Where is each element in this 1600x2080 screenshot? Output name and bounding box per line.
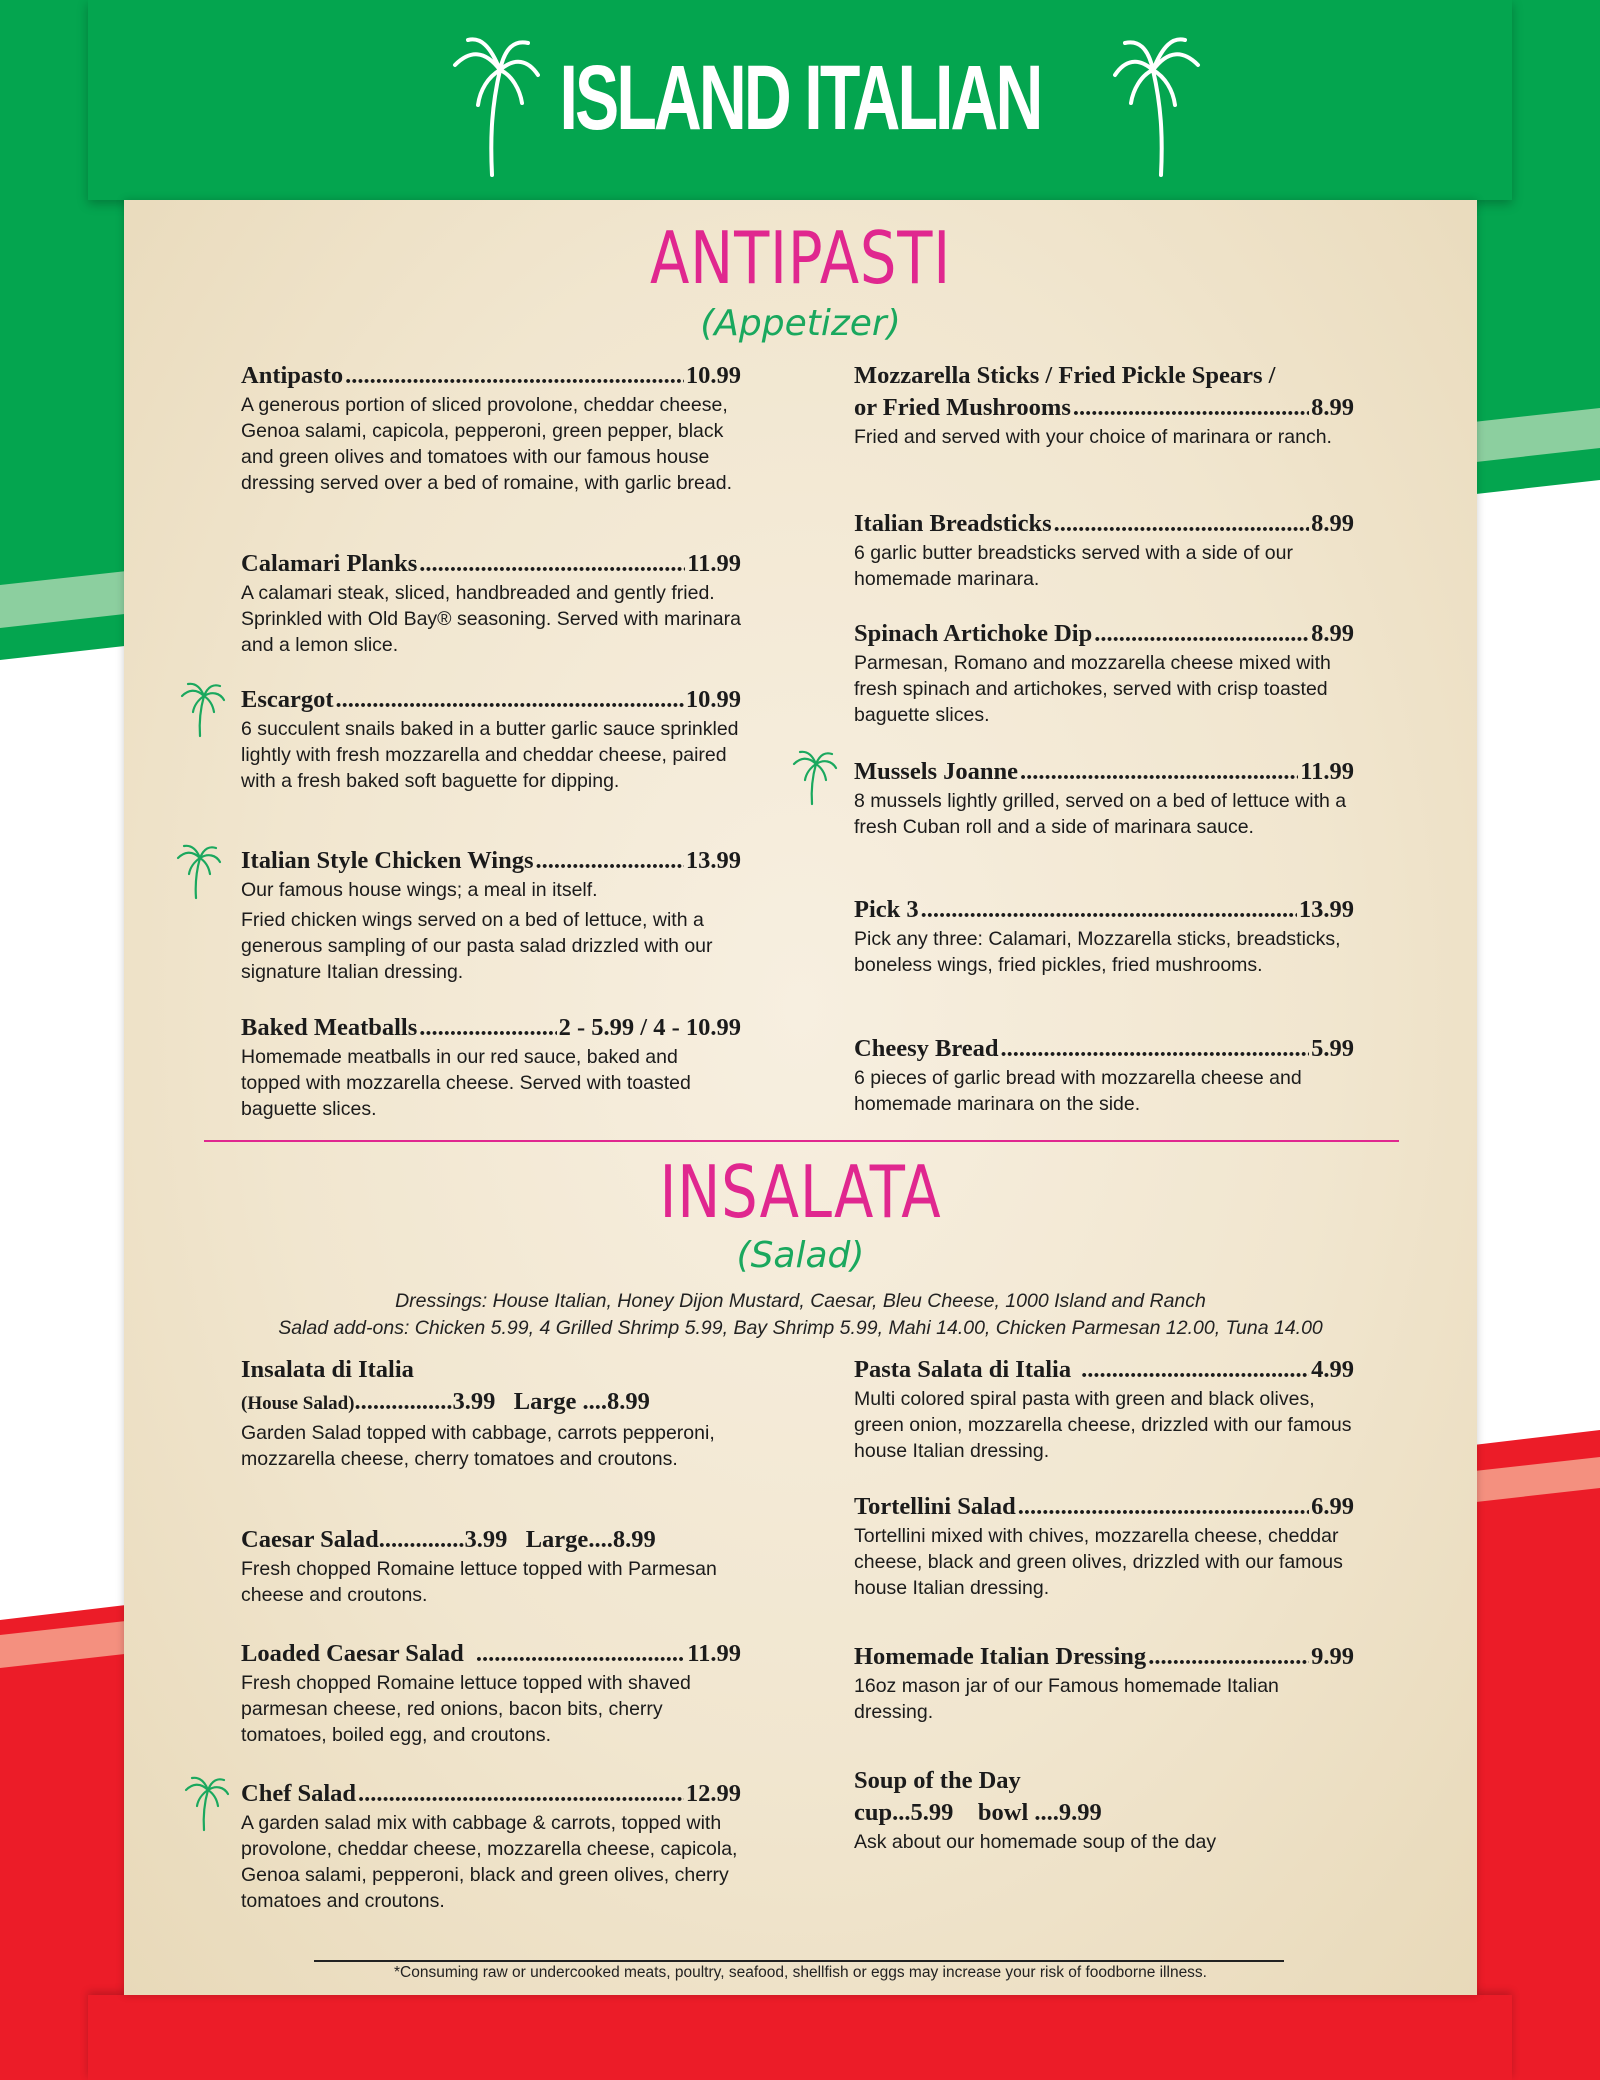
item-name: Soup of the Day [854,1767,1021,1794]
item-name: Caesar Salad [241,1526,379,1553]
menu-item [854,756,1354,840]
item-name: Insalata di Italia [241,1356,414,1383]
item-price-large: 8.99 [612,1526,656,1553]
palm-tree-icon [176,844,222,900]
item-name: Spinach Artichoke Dip [854,620,1093,647]
item-name: Pasta Salata di Italia [854,1356,1072,1383]
menu-item [241,548,741,658]
item-description: Ask about our homemade soup of the day [854,1831,1217,1853]
menu-item [241,1778,741,1914]
item-name: Pick 3 [854,896,919,923]
item-name: Antipasto [241,362,344,389]
item-price: 2 - 5.99 / 4 - 10.99 [558,1014,741,1041]
palm-tree-icon [180,682,226,738]
item-price: 13.99 [685,847,741,874]
item-size-prices: (House Salad)................3.99 Large ....8.99 [241,1388,650,1415]
item-size-prices: Caesar Salad..............3.99 Large....8.99 [241,1526,656,1553]
item-description: Pick any three: Calamari, Mozzarella sticks, breadsticks, boneless wings, fried pickles, fried mushrooms. [854,928,1341,976]
item-description: Garden Salad topped with cabbage, carrots pepperoni, mozzarella cheese, cherry tomatoes and croutons. [241,1422,715,1470]
dressings-note: Dressings: House Italian, Honey Dijon Mustard, Caesar, Bleu Cheese, 1000 Island and Ranch [395,1290,1206,1312]
palm-tree-icon [184,1776,230,1832]
item-name: Italian Breadsticks [854,510,1052,537]
item-bowl-label: bowl [977,1799,1029,1826]
menu-item [241,1354,741,1472]
item-price-bowl: 9.99 [1058,1799,1102,1826]
item-description: Parmesan, Romano and mozzarella cheese mixed with fresh spinach and artichokes, served with crisp toasted baguette slices. [854,652,1331,726]
section-title-insalata: INSALATA [659,1150,942,1234]
item-price-small: 3.99 [464,1526,508,1553]
item-name: Cheesy Bread [854,1035,999,1062]
item-price: 4.99 [1311,1356,1354,1383]
item-description: Multi colored spiral pasta with green and black olives, green onion, mozzarella cheese, drizzled with our famous house Italian dressing. [854,1388,1352,1462]
menu-item [854,894,1354,978]
item-name: Baked Meatballs [241,1014,418,1041]
menu-item [854,1641,1354,1725]
item-description: 6 succulent snails baked in a butter garlic sauce sprinkled lightly with fresh mozzarella and cheddar cheese, paired with a fresh baked soft baguette for dipping. [241,718,739,792]
menu-item [854,360,1354,450]
menu-item [854,1765,1354,1855]
item-price-small: 3.99 [452,1388,496,1415]
item-description: A calamari steak, sliced, handbreaded and gently fried. Sprinkled with Old Bay® seasoning. Served with marinara and a lemon slice. [241,582,741,656]
section-subtitle-insalata: (Salad) [736,1235,865,1276]
item-price: 8.99 [1311,394,1354,421]
item-large-label: Large [525,1526,589,1553]
item-description: A garden salad mix with cabbage & carrots, topped with provolone, cheddar cheese, mozzarella cheese, capicola, Genoa salami, pepperoni, black and green olives, cherry tomatoes and croutons. [241,1812,738,1912]
item-description: 6 pieces of garlic bread with mozzarella cheese and homemade marinara on the side. [854,1067,1302,1115]
item-description: Fresh chopped Romaine lettuce topped with Parmesan cheese and croutons. [241,1558,717,1606]
item-description: 16oz mason jar of our Famous homemade Italian dressing. [854,1675,1279,1723]
item-name: Homemade Italian Dressing [854,1643,1147,1670]
menu-page [124,200,1477,1995]
palm-tree-icon [1113,35,1203,180]
menu-item [854,1033,1354,1117]
menu-item [854,618,1354,728]
item-price: 13.99 [1298,896,1354,923]
item-sub: (House Salad) [241,1393,355,1414]
menu-item [854,1354,1354,1464]
item-description: Tortellini mixed with chives, mozzarella cheese, cheddar cheese, black and green olives, drizzled with our famous house Italian dressing. [854,1525,1343,1599]
item-description: 8 mussels lightly grilled, served on a bed of lettuce with a fresh Cuban roll and a side of marinara sauce. [854,790,1347,838]
item-price: 11.99 [687,1640,741,1667]
item-description: Fried and served with your choice of marinara or ranch. [854,426,1332,448]
item-description: Our famous house wings; a meal in itself. [241,879,598,901]
item-price: 10.99 [685,362,741,389]
item-name: Escargot [241,686,334,713]
menu-item [241,1012,741,1122]
item-description: A generous portion of sliced provolone, cheddar cheese, Genoa salami, capicola, pepperoni, green pepper, black and green olives and tomatoes with our famous house dressing served over a bed of romaine, with garlic bread. [241,394,733,494]
section-subtitle-antipasti: (Appetizer) [700,303,901,344]
item-name: Italian Style Chicken Wings [241,847,534,874]
item-name: Tortellini Salad [854,1493,1016,1520]
header-banner [88,0,1512,200]
menu-item [854,508,1354,592]
palm-tree-icon [792,750,838,806]
menu-item [241,845,741,985]
item-description: Fresh chopped Romaine lettuce topped with shaved parmesan cheese, red onions, bacon bits, cherry tomatoes, boiled egg, and croutons. [241,1672,691,1746]
disclaimer-text: *Consuming raw or undercooked meats, poultry, seafood, shellfish or eggs may increase your risk of foodborne illness. [393,1964,1207,1981]
item-description: 6 garlic butter breadsticks served with a side of our homemade marinara. [854,542,1293,590]
item-cup-label: cup [854,1799,893,1826]
item-price: 10.99 [685,686,741,713]
item-price: 11.99 [1300,758,1354,785]
menu-item [241,684,741,794]
item-price-large: 8.99 [606,1388,650,1415]
section-divider [204,1140,1399,1142]
item-size-prices: cup...5.99 bowl ....9.99 [854,1799,1102,1826]
item-large-label: Large [513,1388,577,1415]
item-price: 5.99 [1311,1035,1354,1062]
item-price-cup: 5.99 [910,1799,954,1826]
item-price: 8.99 [1311,620,1354,647]
menu-item [241,1524,741,1608]
item-name: or Fried Mushrooms [854,394,1071,421]
item-name: Chef Salad [241,1780,357,1807]
item-description: Fried chicken wings served on a bed of lettuce, with a generous sampling of our pasta salad drizzled with our signature Italian dressing. [241,909,713,983]
addons-note: Salad add-ons: Chicken 5.99, 4 Grilled Shrimp 5.99, Bay Shrimp 5.99, Mahi 14.00, Chicken Parmesan 12.00, Tuna 14.00 [278,1317,1323,1339]
menu-item [241,360,741,496]
section-title-antipasti: ANTIPASTI [649,216,952,300]
footer-banner [88,1995,1512,2080]
item-description: Homemade meatballs in our red sauce, baked and topped with mozzarella cheese. Served with toasted baguette slices. [241,1046,691,1120]
item-price: 8.99 [1311,510,1354,537]
item-name: Loaded Caesar Salad [241,1640,464,1667]
disclaimer-divider [314,1960,1284,1962]
item-price: 11.99 [687,550,741,577]
item-name: Calamari Planks [241,550,418,577]
item-name: Mussels Joanne [854,758,1019,785]
item-price: 9.99 [1311,1643,1354,1670]
item-price: 12.99 [685,1780,741,1807]
restaurant-name: ISLAND ITALIAN [559,47,1041,149]
item-price: 6.99 [1311,1493,1354,1520]
item-name-line: Mozzarella Sticks / Fried Pickle Spears / [854,362,1276,389]
menu-item [854,1491,1354,1601]
menu-item [241,1638,741,1748]
